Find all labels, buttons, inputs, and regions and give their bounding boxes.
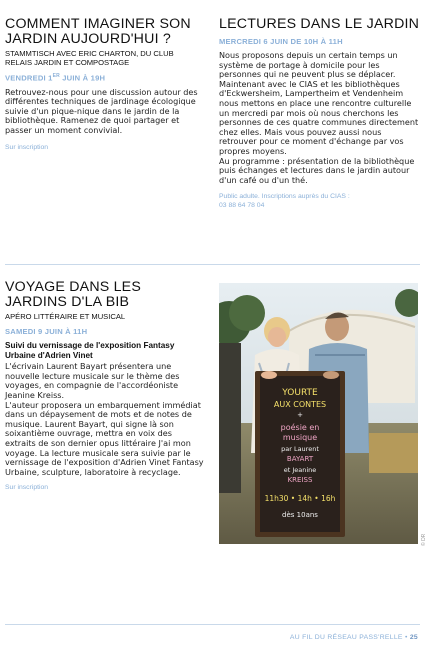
svg-text:et Jeanine: et Jeanine	[283, 466, 317, 474]
svg-text:BAYART: BAYART	[286, 455, 314, 463]
svg-text:AUX CONTES: AUX CONTES	[273, 400, 327, 409]
registration-note: Sur inscription	[5, 143, 49, 151]
registration-note: Public adulte. Inscriptions auprès du CIAS : 03 88 64 78 04	[219, 193, 350, 210]
article-body: Retrouvez-nous pour une discussion autour des différentes techniques de jardinage écologique suivie d'un pique-nique dans le jardin de la bibliothèque. Ramenez de quoi partager et passer un moment convivial.	[5, 86, 198, 135]
svg-text:+: +	[297, 411, 303, 419]
footer-text: AU FIL DU RÉSEAU PASS'RELLE	[289, 634, 403, 641]
section-divider	[5, 264, 420, 265]
article-garden-voyage	[5, 280, 204, 492]
article-title: LECTURES DANS LE JARDIN	[219, 16, 420, 32]
page-number: 25	[409, 634, 418, 641]
page-footer: AU FIL DU RÉSEAU PASS'RELLE • 25	[289, 634, 418, 641]
footer-divider	[5, 624, 420, 625]
svg-text:11h30 • 14h • 16h: 11h30 • 14h • 16h	[264, 494, 336, 503]
svg-text:musique: musique	[282, 433, 318, 442]
event-photo	[219, 283, 418, 544]
svg-text:par Laurent: par Laurent	[281, 445, 319, 453]
registration-note: Sur inscription	[5, 484, 49, 492]
article-garden-readings	[219, 17, 420, 210]
article-subtitle: STAMMTISCH AVEC ERIC CHARTON, DU CLUB RELAIS JARDIN ET COMPOSTAGE	[5, 49, 174, 67]
article-title: VOYAGE DANS LES JARDINS D'LA BIB	[5, 279, 141, 310]
photo-credit: © DR	[421, 533, 427, 546]
article-date: VENDREDI 1ER JUIN À 19H	[5, 73, 106, 83]
article-subtitle: APÉRO LITTÉRAIRE ET MUSICAL	[5, 312, 126, 321]
article-title: COMMENT IMAGINER SON JARDIN AUJOURD'HUI ?	[5, 16, 191, 47]
svg-text:poésie en: poésie en	[280, 423, 320, 432]
article-garden-talk	[5, 17, 202, 152]
article-body: Nous proposons depuis un certain temps un système de portage à domicile pour les personnes qui ne peuvent plus se déplacer. Maintenant avec le CIAS et les bibliothèques d'Eckwersheim, Lampertheim et Vendenheim nous mettons en place une rencontre culturelle un mercredi par mois où nous cherchons les personnes de ces quatre communes directement chez elles. Mais vous pouvez aussi nous retrouver pour ce moment d'échange par vos propres moyens. Au programme : présentation de la bibliothèque puis échanges et lectures dans le jardin autour d'un café ou d'un thé.	[219, 50, 419, 185]
svg-text:KREISS: KREISS	[287, 476, 313, 484]
article-body: L'écrivain Laurent Bayart présentera une nouvelle lecture musicale sur le thème des voyages, en compagnie de l'accordéoniste Jeanine Kreiss. L'auteur proposera un embarquement immédiat dans un dépaysement de mots et de notes de musique. Laurent Bayart, qui signe là son soixantième ouvrage, mettra en voix des extraits de son dernier opus littéraire J'ai mon voyage. La lecture musicale sera suivie par le vernissage de l'exposition d'Adrien Vinet Fantasy Urbaine, sculpture, laboratoire à recyclage.	[5, 361, 204, 477]
svg-text:YOURTE: YOURTE	[282, 388, 318, 398]
article-date: SAMEDI 9 JUIN À 11H	[5, 327, 88, 336]
article-date: MERCREDI 6 JUIN DE 10H À 11H	[219, 37, 343, 46]
svg-text:dès 10ans: dès 10ans	[282, 511, 318, 519]
article-lead: Suivi du vernissage de l'exposition Fantasy Urbaine d'Adrien Vinet	[5, 341, 175, 360]
